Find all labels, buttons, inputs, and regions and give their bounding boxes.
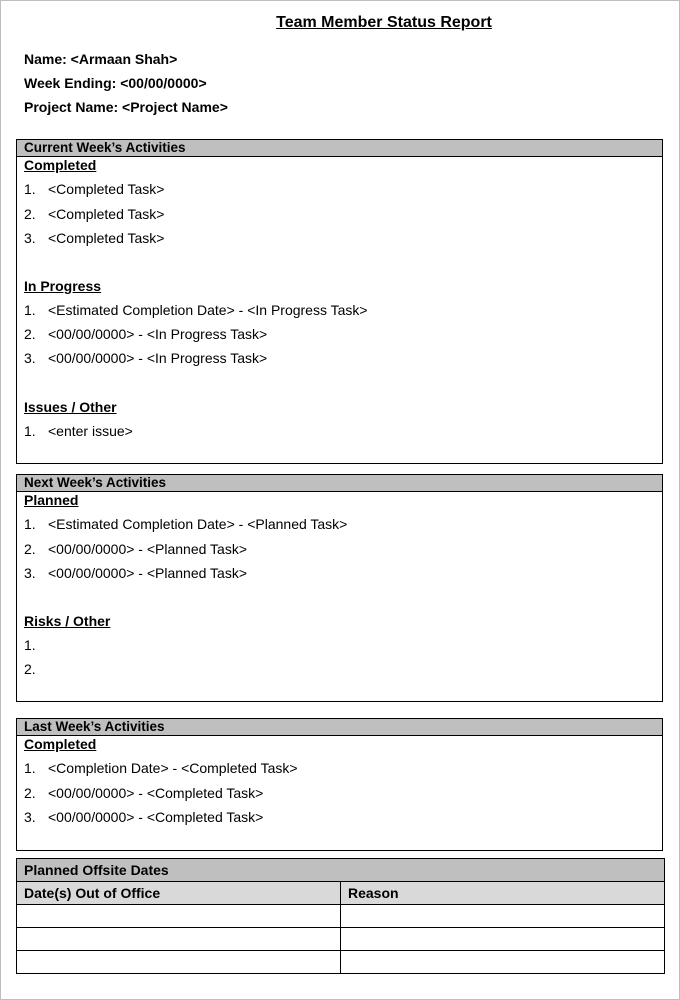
project-name-line[interactable]: Project Name: <Project Name> [24,99,228,115]
list-number: 3. [24,350,36,366]
next-week-section [16,474,663,702]
report-title: Team Member Status Report [276,14,492,31]
offsite-column-row [17,882,665,905]
list-item[interactable] [24,350,267,366]
dates-cell[interactable] [17,905,341,928]
list-text: <enter issue> [48,423,133,439]
list-number: 1. [24,302,36,318]
dates-cell[interactable] [17,951,341,974]
list-item[interactable] [24,181,164,197]
list-number: 2. [24,661,36,677]
week-ending-line[interactable]: Week Ending: <00/00/0000> [24,75,207,91]
list-number: 2. [24,541,36,557]
table-row [17,951,665,974]
list-text: <00/00/0000> - <In Progress Task> [48,326,268,342]
name-line[interactable]: Name: <Armaan Shah> [24,51,178,67]
list-text: <Estimated Completion Date> - <Planned Task> [48,516,348,532]
list-item[interactable] [24,206,164,222]
completed-heading: Completed [24,157,97,173]
list-number: 1. [24,423,36,439]
table-row [17,905,665,928]
dates-cell[interactable] [17,928,341,951]
reason-cell[interactable] [341,905,665,928]
reason-column-header: Reason [341,882,665,905]
last-week-section [16,718,663,851]
list-number: 3. [24,230,36,246]
list-item[interactable] [24,326,267,342]
list-number: 1. [24,516,36,532]
list-item[interactable] [24,516,347,532]
list-text: <00/00/0000> - <Planned Task> [48,565,248,581]
list-text: <Completed Task> [48,206,165,222]
list-text: <00/00/0000> - <Completed Task> [48,809,264,825]
dates-column-header: Date(s) Out of Office [17,882,341,905]
planned-heading: Planned [24,492,79,508]
table-row [17,928,665,951]
list-number: 1. [24,181,36,197]
list-number: 2. [24,785,36,801]
issues-heading: Issues / Other [24,399,117,415]
last-completed-heading: Completed [24,736,97,752]
last-week-header: Last Week’s Activities [17,719,662,736]
list-item[interactable] [24,809,263,825]
risks-heading: Risks / Other [24,613,111,629]
reason-cell[interactable] [341,951,665,974]
list-item[interactable] [24,541,247,557]
offsite-header-row [17,859,665,882]
list-number: 2. [24,206,36,222]
list-text: <00/00/0000> - <Completed Task> [48,785,264,801]
offsite-header: Planned Offsite Dates [17,859,665,882]
list-text: <00/00/0000> - <In Progress Task> [48,350,268,366]
list-item[interactable] [24,785,263,801]
list-number: 1. [24,637,36,653]
offsite-table [16,858,665,974]
reason-cell[interactable] [341,928,665,951]
current-week-header: Current Week’s Activities [17,140,662,157]
list-number: 3. [24,565,36,581]
list-item[interactable] [24,637,48,653]
list-item[interactable] [24,423,133,439]
list-number: 2. [24,326,36,342]
list-text: <Completion Date> - <Completed Task> [48,760,298,776]
list-item[interactable] [24,565,247,581]
list-text: <00/00/0000> - <Planned Task> [48,541,248,557]
list-text: <Estimated Completion Date> - <In Progress Task> [48,302,368,318]
list-item[interactable] [24,302,368,318]
in-progress-heading: In Progress [24,278,102,294]
list-number: 3. [24,809,36,825]
list-item[interactable] [24,661,48,677]
list-number: 1. [24,760,36,776]
list-item[interactable] [24,230,164,246]
next-week-header: Next Week’s Activities [17,475,662,492]
list-item[interactable] [24,760,298,776]
list-text: <Completed Task> [48,181,165,197]
list-text: <Completed Task> [48,230,165,246]
current-week-section [16,139,663,464]
